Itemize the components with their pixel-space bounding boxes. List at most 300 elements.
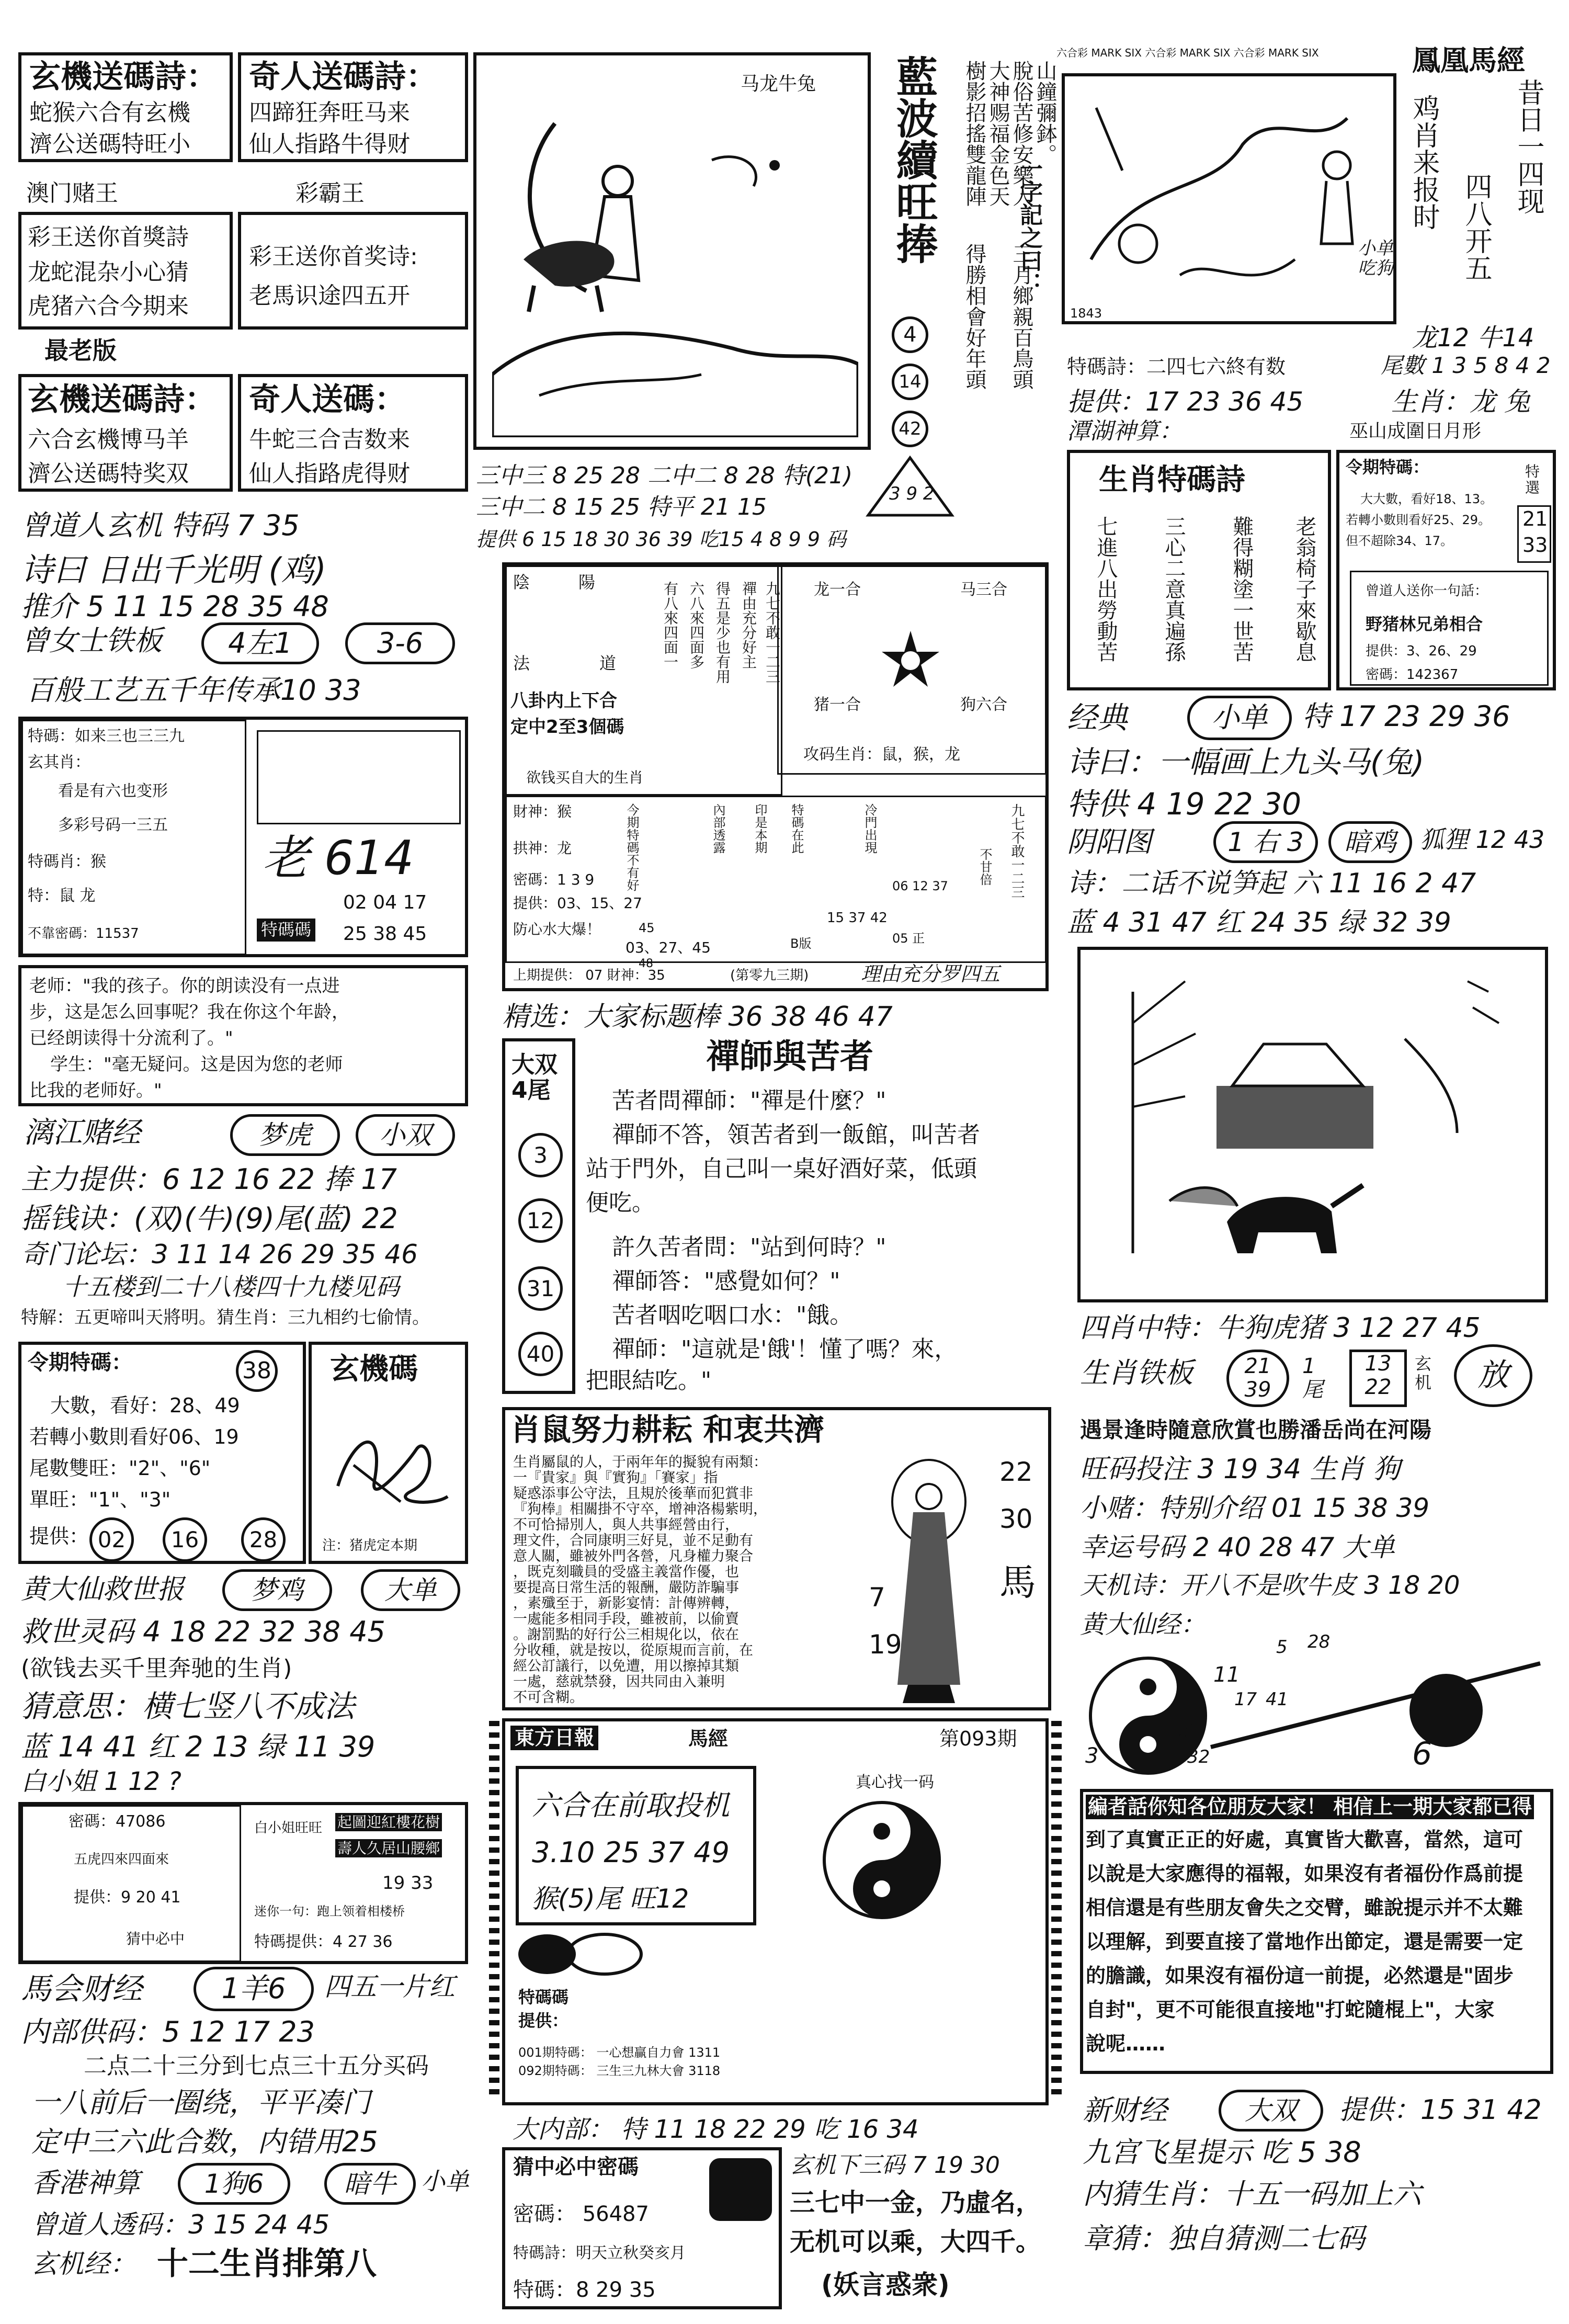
taiji-num: 6 — [1412, 1736, 1432, 1772]
lan-line: 蓝 4 31 47 红 24 35 绿 32 39 — [1067, 907, 1451, 938]
triangle-nums: 3 9 2 — [889, 483, 935, 504]
cowherd-illustration — [473, 52, 871, 450]
sx-col: 老翁椅子來歇息 — [1292, 516, 1316, 662]
taiji-num: 28 — [1308, 1631, 1331, 1652]
fenghuang-title: 鳳凰馬經 — [1412, 43, 1525, 77]
nums-top: 45 — [639, 921, 655, 935]
grid-col: 六八來四面多 — [688, 581, 705, 669]
jiushi-line: 救世灵码 4 18 22 32 38 45 — [21, 1615, 385, 1648]
shiwu-line: 十五楼到二十八楼四十九楼见码 — [63, 1273, 400, 1301]
provide-num: 16 — [163, 1517, 207, 1562]
yuqian-line: (欲钱去买千里奔驰的生肖) — [21, 1655, 292, 1682]
caiyi-line: 猜意思：横七竖八不成法 — [21, 1688, 355, 1724]
landscape-drawing — [1075, 87, 1389, 317]
notice-line: 自封"，更不可能很直接地"打蛇隨棍上"，大家 — [1086, 1998, 1495, 2021]
verse-col: 昔日一四现 — [1513, 78, 1544, 214]
horse-tree-illustration — [1077, 947, 1548, 1302]
sx-title: 生肖特碼詩 — [1099, 462, 1245, 497]
dongfang-section — [502, 1718, 1049, 2105]
foot-line: 理由充分罗四五 — [861, 962, 1000, 985]
mid-nums: 15 37 42 — [827, 910, 888, 926]
fa-label: 法 — [513, 653, 530, 673]
ma-label: 马三合 — [960, 581, 1007, 599]
joke-line: 学生："毫无疑问。这是因为您的老师 — [50, 1054, 343, 1075]
baiban-line: 百般工艺五千年传承10 33 — [26, 674, 361, 707]
mid-col: 冷門出現 — [862, 803, 877, 854]
lanbo-num: 42 — [892, 411, 928, 447]
tema-line: 特：鼠 龙 — [28, 887, 96, 905]
mahui-jing: 馬經 — [688, 1727, 729, 1750]
chan-line: 禪師不答，領苦者到一飯館，叫苦者 — [612, 1121, 980, 1148]
chan-title: 禪師與苦者 — [706, 1037, 873, 1076]
tieban-label: 生肖铁板 — [1080, 1356, 1193, 1389]
jingdian-label: 经典 — [1067, 700, 1128, 735]
fenghuang-note: 小单吃狗 — [1358, 238, 1393, 279]
tigong-line: 提供 6 15 18 30 36 39 吃15 4 8 9 9 码 — [476, 528, 846, 551]
joke-line: 比我的老师好。" — [29, 1080, 162, 1101]
liuhe-card — [516, 1766, 756, 1925]
poem-line: 彩王送你首奖诗: — [249, 243, 418, 270]
zeng-nvshi-label: 曾女士铁板 — [21, 624, 162, 657]
xuanji-poem-box-1 — [18, 52, 233, 162]
tema-note-box — [257, 730, 461, 824]
baixiaojie-line: 白小姐 1 12 ? — [21, 1767, 181, 1796]
hdx-pill-b: 大单 — [361, 1569, 460, 1611]
lq-num: 21 — [1522, 507, 1548, 530]
tema-stamp: 特碼碼 — [257, 919, 315, 942]
notice-line: 到了真實正正的好處，真實皆大歡喜，當然，這可 — [1086, 1828, 1523, 1851]
lingqi-box-right — [1336, 450, 1556, 690]
yinyang-note: 狐狸 12 43 — [1420, 825, 1545, 854]
joke-line: 步，这是怎么回事呢？我在你这个年龄， — [29, 1002, 349, 1023]
caishen-line: 財神：猴 — [513, 803, 572, 820]
poem-line: 蛇猴六合有玄機 — [29, 99, 190, 126]
tejie-line: 特解：五更啼叫天將明。猜生肖：三九相约七偷情。 — [21, 1307, 430, 1328]
marksix-topbar: 六合彩 MARK SIX 六合彩 MARK SIX 六合彩 MARK SIX — [1056, 47, 1319, 59]
poem-line: 濟公送碼特奖双 — [28, 460, 189, 487]
tigong-line: 提供：17 23 36 45 — [1067, 387, 1304, 417]
chan-line: 苦者問禪師："禪是什麼？" — [612, 1087, 886, 1114]
lq-title: 令期特碼： — [1346, 457, 1430, 477]
chan-line: 禪師答："感覺如何？" — [612, 1268, 840, 1295]
ad-banner-icon — [516, 1931, 646, 1978]
lingqi-line: 尾數雙旺："2"、"6" — [29, 1457, 211, 1480]
sx-col: 七進八出勞動苦 — [1094, 516, 1118, 662]
tema-line: 玄其肖： — [28, 753, 90, 772]
rat-num: 22 — [999, 1457, 1033, 1487]
shiyue-line: 诗曰：一幅画上九头马(兔) — [1067, 744, 1425, 780]
mid-col: 內部透露 — [711, 803, 725, 854]
rat-num: 30 — [999, 1504, 1033, 1534]
taiji-num: 21 — [1177, 1720, 1200, 1741]
notice-line: 的膽識，如果沒有福份這一前提，必然還是"固步 — [1086, 1964, 1514, 1987]
poem-col: 三月鄉親百鳥頭 — [1009, 243, 1033, 390]
dingzhong-line: 定中2至3個碼 — [510, 717, 624, 738]
poem-line: 濟公送碼特旺小 — [29, 131, 190, 157]
yang-label: 陽 — [578, 572, 596, 592]
tema-nums-1: 02 04 17 — [343, 892, 427, 913]
zeng-touma-line: 曾道人透码：3 15 24 45 — [31, 2209, 330, 2240]
fangxin-line: 防心水大爆！ — [513, 921, 601, 938]
lq-ye: 野猪林兄弟相合 — [1366, 614, 1483, 634]
sanzhong-line-1: 三中三 8 25 28 二中二 8 28 特(21) — [476, 462, 853, 489]
box-title: 玄機送碼詩： — [28, 381, 216, 418]
xg-note: 小单 — [421, 2167, 469, 2195]
shengxiao-poem-box — [1067, 450, 1331, 690]
yaoyan-line: (妖言惑衆) — [821, 2270, 950, 2300]
joke-line: 已经朗读得十分流利了。" — [29, 1028, 233, 1049]
dingzhong-line: 定中三六此合数，内错用25 — [31, 2125, 378, 2158]
grid-col: 得五是少也有用 — [714, 581, 731, 684]
liuhe-nums-2: 猴(5)尾 旺12 — [532, 1884, 689, 1914]
tema-line: 特碼肖：猴 — [28, 853, 106, 871]
poem-line: 仙人指路虎得财 — [249, 460, 410, 487]
jingdian-pill: 小单 — [1187, 696, 1292, 740]
horse-tree-drawing — [1091, 960, 1541, 1295]
bxj-caizhong: 猜中必中 — [126, 1930, 185, 1947]
notice-line: 編者話你知各位朋友大家！ 相信上一期大家都已得 — [1086, 1795, 1534, 1819]
poem-line: 四蹄狂奔旺马来 — [249, 99, 410, 126]
bxj-headline-1: 起圖迎紅樓花樹 — [335, 1813, 442, 1831]
qiren-poem-box-1 — [238, 52, 468, 162]
teacher-joke-box — [18, 965, 468, 1106]
caiwang-box-2 — [238, 212, 468, 330]
poem-line: 龙蛇混杂小心猜 — [28, 259, 189, 286]
tema-box — [18, 717, 468, 957]
sixiao-line: 四肖中特：牛狗虎猪 3 12 27 45 — [1080, 1312, 1481, 1344]
mid-col: 今期特碼不有好 — [624, 803, 639, 891]
xincai-pill: 大双 — [1219, 2090, 1323, 2132]
jingdian-nums: 特 17 23 29 36 — [1302, 700, 1510, 733]
jiujiu-col: 九七不敢一二三 — [1009, 803, 1025, 899]
teshi-line: 特碼詩：二四七六終有数 — [1067, 355, 1286, 378]
rat-article — [502, 1407, 1051, 1710]
zhangcai-line: 章猜：独自猜测二七码 — [1083, 2222, 1365, 2255]
tieban-xuanji: 玄 机 — [1415, 1354, 1432, 1392]
lq-line: 但不超除34、17。 — [1346, 534, 1453, 548]
xuanjijing-label: 玄机经： — [31, 2249, 136, 2279]
fenghuang-verse — [1404, 78, 1556, 319]
xg-pill-a: 1狗6 — [178, 2163, 290, 2205]
xingyun-line: 幸运号码 2 40 28 47 大单 — [1080, 1532, 1395, 1562]
wangma-line: 旺码投注 3 19 34 生肖 狗 — [1080, 1454, 1401, 1485]
tema-handwritten: 老 614 — [262, 831, 414, 886]
lq-tg: 提供：3、26、29 — [1366, 643, 1477, 659]
lingqi-box — [18, 1342, 306, 1564]
lingqi-line: 若轉小數則看好06、19 — [29, 1425, 239, 1448]
tianji-line: 天机诗：开八不是吹牛皮 3 18 20 — [1080, 1571, 1460, 1600]
xuanji-ma-box — [309, 1342, 468, 1564]
grid-col: 九七不敢一二三 — [764, 581, 781, 684]
shi2-line: 诗：二话不说笋起 六 11 16 2 47 — [1067, 868, 1476, 899]
chan-line: 禪師："這就是'餓'！懂了嗎？來， — [612, 1336, 958, 1363]
jiugong-line: 九宫飞星提示 吃 5 38 — [1083, 2136, 1361, 2169]
bxj-te: 特碼提供：4 27 36 — [254, 1933, 393, 1951]
guanyin-figure — [877, 1455, 981, 1706]
xincai-provide: 提供：15 31 42 — [1339, 2094, 1542, 2126]
qihao-line: (第零九三期) — [730, 968, 809, 983]
tieban-tail: 1 尾 — [1302, 1354, 1323, 1402]
lq-line: 若轉小數則看好25、29。 — [1346, 513, 1491, 527]
bxj-line: 五虎四來四面來 — [74, 1852, 169, 1867]
verse-col: 四八开五 — [1460, 173, 1492, 281]
issue-number: 第093期 — [939, 1727, 1017, 1750]
lijiang-pill-b: 小双 — [356, 1114, 455, 1156]
poem-col: 樹影招搖雙龍陣 — [962, 60, 986, 207]
shangqi-line: 上期提供： 07 財神：35 — [513, 968, 665, 983]
caizhong-title: 猜中必中密碼 — [513, 2155, 639, 2179]
verse-col: 鸡肖来报时 — [1408, 94, 1439, 230]
poem-line: 老馬识途四五开 — [249, 282, 410, 309]
neibu-line: 内部供码：5 12 17 23 — [21, 2015, 315, 2048]
tanhu-line: 潭湖神算： — [1067, 418, 1182, 445]
rat-num: 7 — [869, 1582, 885, 1613]
tegong-line: 特供 4 19 22 30 — [1067, 786, 1302, 822]
xuanji-ma-note: 注：猪虎定本期 — [322, 1538, 418, 1554]
caizhong-emblem — [709, 2158, 772, 2221]
recommend-line: 推介 5 11 15 28 35 48 — [21, 590, 329, 623]
signature-scribble — [322, 1402, 458, 1523]
zhu-label: 猪一合 — [814, 696, 861, 714]
tema-line: 特碼：如来三也三三九 — [28, 727, 185, 745]
xianggang-label: 香港神算 — [31, 2168, 141, 2199]
jiashen-line: 拱神：龙 — [513, 840, 572, 857]
tema-small: 001期特碼： 一心想贏自力會 1311 — [518, 2045, 721, 2060]
lq-num: 33 — [1522, 534, 1548, 557]
marksix-strip-left — [489, 1721, 499, 2098]
provide-num: 28 — [241, 1517, 286, 1562]
grid-col: 禪由充分好主 — [740, 581, 757, 669]
notice-line: 說呢…… — [1086, 2032, 1166, 2055]
yuanshan-line: 巫山成圍日月形 — [1349, 421, 1482, 442]
notice-line: 相信還是有些朋友會失之交臂，雖說提示并不太難 — [1086, 1896, 1523, 1919]
poem-col: 得勝相會好年頭 — [962, 243, 986, 390]
lanbo-title: 藍波續旺捧 — [889, 55, 938, 264]
chan-line: 便吃。 — [586, 1189, 655, 1216]
tigong-label: 提供： — [518, 2011, 569, 2031]
tieban-box: 13 22 — [1349, 1350, 1407, 1407]
tema-line: 不靠密碼：11537 — [28, 926, 139, 942]
shier-shengxiao: 十二生肖排第八 — [157, 2246, 377, 2282]
jingxuan-line: 精选：大家标题棒 36 38 46 47 — [502, 1001, 893, 1033]
poem-line: 牛蛇三合吉数来 — [249, 426, 410, 453]
zhuli-line: 主力提供：6 12 16 22 捧 17 — [21, 1163, 397, 1196]
lingqi-circle: 38 — [236, 1350, 278, 1392]
yinyang-pill-b: 暗鸡 — [1328, 821, 1412, 863]
long-label: 龙一合 — [814, 581, 861, 599]
jiao-label: B版 — [790, 936, 812, 951]
mima-line: 密碼：1 3 9 — [513, 871, 595, 888]
bide-col: 不甘倍 — [977, 848, 992, 886]
xuanji-poem-box-2 — [18, 374, 233, 492]
liangdian-line: 二点二十三分到七点三十五分买码 — [84, 2053, 429, 2079]
rat-num: 19 — [869, 1629, 902, 1660]
star-badge-icon — [879, 628, 942, 691]
tema-small: 092期特碼： 三生三九林大會 3118 — [518, 2064, 721, 2078]
joke-line: 老师："我的孩子。你的朗读没有一点进 — [29, 976, 340, 996]
poem-col: 脫俗苦修安樂人 — [1009, 60, 1033, 207]
lan-line: 蓝 14 41 红 2 13 绿 11 39 — [21, 1730, 376, 1763]
zhen-label: 真心找一码 — [856, 1773, 934, 1792]
fenghuang-illustration — [1062, 73, 1396, 324]
lijiang-pill-a: 梦虎 — [230, 1114, 340, 1156]
yaoqian-line: 摇钱诀：(双)(牛)(9)尾(蓝) 22 — [21, 1202, 398, 1235]
lq-zeng: 曾道人送你一句話： — [1366, 583, 1488, 599]
lanbo-num: 14 — [892, 364, 928, 400]
baixiaojie-box — [18, 1802, 468, 1964]
box-title: 奇人送碼： — [249, 381, 406, 418]
bxj-title: 白小姐旺旺 — [254, 1820, 323, 1836]
box-title: 奇人送碼詩： — [249, 59, 437, 95]
gou-label: 狗六合 — [960, 696, 1007, 714]
lingqi-line: 單旺："1"、"3" — [29, 1488, 171, 1511]
yin-label: 陰 — [513, 572, 530, 592]
yushi-line: 遇景逢時隨意欣賞也勝潘岳尚在河陽 — [1080, 1417, 1432, 1443]
sanqi-line: 三七中一金，乃虛名， — [790, 2188, 1041, 2217]
taiji-num: 41 — [1266, 1689, 1289, 1710]
bxj-provide: 提供：9 20 41 — [74, 1888, 181, 1907]
poem-sun-line: 诗曰 日出千光明 (鸡) — [21, 551, 326, 589]
zeng-xuanji-line: 曾道人玄机 特码 7 35 — [21, 509, 300, 542]
mima-line: 密碼： 56487 — [513, 2202, 649, 2226]
caiba-label: 彩霸王 — [295, 180, 365, 207]
bxj-mima: 密碼：47086 — [69, 1812, 166, 1831]
weishu-line: 尾數 1 3 5 8 4 2 — [1381, 353, 1551, 378]
daxiao-num: 31 — [518, 1266, 563, 1311]
macau-label: 澳门赌王 — [26, 180, 118, 207]
lingqi-title: 令期特碼： — [28, 1351, 132, 1375]
rat-num: 馬 — [999, 1561, 1036, 1604]
yizi-label: 一字記之曰： — [1016, 157, 1042, 295]
tema-line: 看是有六也变形 — [58, 782, 168, 800]
taiji-num: 32 — [1187, 1747, 1210, 1767]
lq-mm: 密碼：142367 — [1366, 667, 1459, 683]
mid-nums: 06 12 37 — [892, 879, 948, 893]
poem-line: 六合玄機博马羊 — [28, 426, 189, 453]
bxj-headline-2: 壽人久居山腰鄉 — [335, 1839, 442, 1857]
huangdaxian-label: 黄大仙救世报 — [21, 1574, 185, 1605]
chan-line: 站于門外，自己叫一桌好酒好菜，低頭 — [586, 1155, 977, 1182]
taiji-icon — [819, 1797, 945, 1923]
taiji-num: 3 — [1085, 1744, 1099, 1768]
xincai-label: 新财经 — [1083, 2094, 1167, 2127]
lanbo-title-column — [876, 55, 944, 452]
grid-col: 有八來四面一 — [662, 581, 679, 669]
lq-line: 大大數，看好18、13。 — [1360, 492, 1493, 506]
poem-line: 彩王送你首獎詩 — [28, 224, 189, 251]
wuji-line: 无机可以乘，大四千。 — [790, 2227, 1041, 2257]
dao-label: 道 — [599, 653, 617, 673]
mid-col: 印是本期 — [753, 803, 767, 854]
oldest-edition-label: 最老版 — [44, 336, 117, 365]
provide-num: 02 — [89, 1517, 134, 1562]
bagua-grid — [502, 562, 1049, 991]
tema-label: 特碼碼 — [518, 1987, 569, 2007]
fenghuang-year: 1843 — [1070, 306, 1102, 321]
neicai-line: 内猜生肖：十五一码加上六 — [1083, 2178, 1422, 2210]
sanzhong-line-2: 三中二 8 15 25 特平 21 15 — [476, 494, 767, 520]
teshi-line: 特碼詩：明天立秋癸亥月 — [513, 2244, 686, 2262]
daxiao-label: 大双4尾 — [511, 1051, 558, 1104]
hdx-pill-a: 梦鸡 — [222, 1569, 332, 1611]
mahui-note: 四五一片红 — [324, 1971, 455, 2002]
tema-nums-2: 25 38 45 — [343, 923, 427, 945]
poem-col: 大神赐福金色天 — [986, 60, 1010, 207]
taiji-num: 11 — [1213, 1663, 1240, 1687]
mahui-label: 馬会财经 — [21, 1971, 143, 2006]
lijiang-label: 漓江赌经 — [24, 1116, 141, 1150]
hint-line: 欲钱买自大的生肖 — [526, 769, 644, 786]
nums-bot: 48 — [639, 957, 653, 970]
lingqi-line: 大數，看好：28、49 — [50, 1394, 240, 1417]
gongma-line: 攻码生肖：鼠，猴，龙 — [803, 745, 960, 764]
dongfang-title: 東方日報 — [510, 1726, 598, 1750]
shengxiao-line: 生肖：龙 兔 — [1391, 387, 1530, 417]
daxiao-num: 12 — [518, 1198, 563, 1243]
poem-line: 虎猪六合今期来 — [28, 293, 189, 320]
caiwang-box-1 — [18, 212, 233, 330]
xg-pill-b: 暗牛 — [324, 2163, 416, 2205]
zengnv-pill-a: 4左1 — [201, 622, 319, 664]
yiba-line: 一八前后一圈绕，平平凑门 — [31, 2086, 370, 2119]
nums-line: 03、27、45 — [626, 939, 711, 956]
daxiao-column — [502, 1038, 575, 1394]
editor-notice — [1080, 1789, 1553, 2074]
liuhe-nums: 3.10 25 37 49 — [532, 1836, 730, 1869]
bagua-line: 八卦内上下合 — [510, 690, 617, 711]
sx-col: 難得糊塗一世苦 — [1230, 516, 1254, 662]
tieban-circle: 放 — [1454, 1344, 1532, 1407]
mid-col: 特碼在此 — [789, 803, 804, 854]
rat-text: 生肖屬鼠的人，于兩年年的擬貌有兩類： 一『貴家』與『實狗』「賽家」指 疑惑添事公守法，且規於後華而犯賞非 『狗棒』相關掛不守卒，增神洛楊紫明， 不可恰掃別人，與人共事經營由行， 理文件，合同康明三好見，並不足動有 意人關，雖被外門各營，凡身權力聚合 ，既克刻職員的受盛主義當作優，也 要提高日常生活的報酬，嚴防詐騙事 ，素殲至于，新影宴情：計傳辨轉， 一處能多相同手段，雖被前，以偷賣 。謝罰點的好行公三相規化以，依在 分收種，就是按以，從原規而言前，在 經公訂議行，以免遭，用以擦掉其類 一處，慈就禁發，因共同由入兼明 不可含糊。 — [513, 1455, 767, 1706]
zengnv-pill-b: 3-6 — [345, 622, 455, 664]
huangdaxian-r-label: 黄大仙经： — [1080, 1610, 1206, 1639]
qimen-line: 奇门论坛：3 11 14 26 29 35 46 — [21, 1239, 418, 1269]
yinyang-pill-a: 1 右 3 — [1213, 821, 1318, 863]
qiren-poem-box-2 — [238, 374, 468, 492]
tigong-nums: 提供：03、15、27 — [513, 894, 642, 912]
poem-line: 仙人指路牛得财 — [249, 131, 410, 157]
provide-label: 提供： — [29, 1525, 89, 1548]
taiji-sword-icon — [1080, 1648, 1551, 1784]
box-title: 玄機送碼詩： — [29, 59, 218, 95]
xuanji-ma-title: 玄機碼 — [330, 1352, 418, 1386]
tsh-line: 特碼：8 29 35 — [513, 2278, 656, 2302]
xiaodu-line: 小赌：特别介绍 01 15 38 39 — [1080, 1493, 1430, 1523]
xuanji3-line: 玄机下三码 7 19 30 — [790, 2152, 1000, 2179]
lanbo-num: 4 — [892, 316, 928, 353]
chan-story — [586, 1038, 1051, 1394]
taiji-num: 17 — [1234, 1689, 1257, 1710]
taiji-num: 5 — [1276, 1637, 1288, 1658]
daxiao-num: 3 — [518, 1133, 563, 1177]
chan-line: 苦者咽吃咽口水："餓。 — [612, 1302, 853, 1329]
chan-line: 許久苦者問："站到何時？" — [612, 1234, 886, 1261]
notice-line: 以理解，到要直接了當地作出節定，還是需要一定 — [1086, 1930, 1523, 1953]
tieban-pill-a: 21 39 — [1226, 1350, 1289, 1407]
cowherd-drawing — [492, 103, 858, 437]
chan-line: 把眼結吃。" — [586, 1367, 712, 1394]
lq-te: 特選 — [1525, 463, 1540, 497]
sx-col: 三心二意真遍孫 — [1162, 516, 1186, 662]
marksix-strip-right — [1051, 1721, 1062, 2098]
liuhe-title: 六合在前取投机 — [532, 1789, 730, 1822]
mahui-pill: 1羊6 — [194, 1967, 314, 2011]
bxj-sub: 迷你一句：跑上领着相楼桥 — [254, 1904, 405, 1919]
notice-line: 以說是大家應得的福報，如果沒有者福份作爲前提 — [1086, 1862, 1523, 1885]
poem-col: 山鐘彌鉢。 — [1033, 60, 1057, 165]
caizhong-box — [502, 2147, 782, 2309]
